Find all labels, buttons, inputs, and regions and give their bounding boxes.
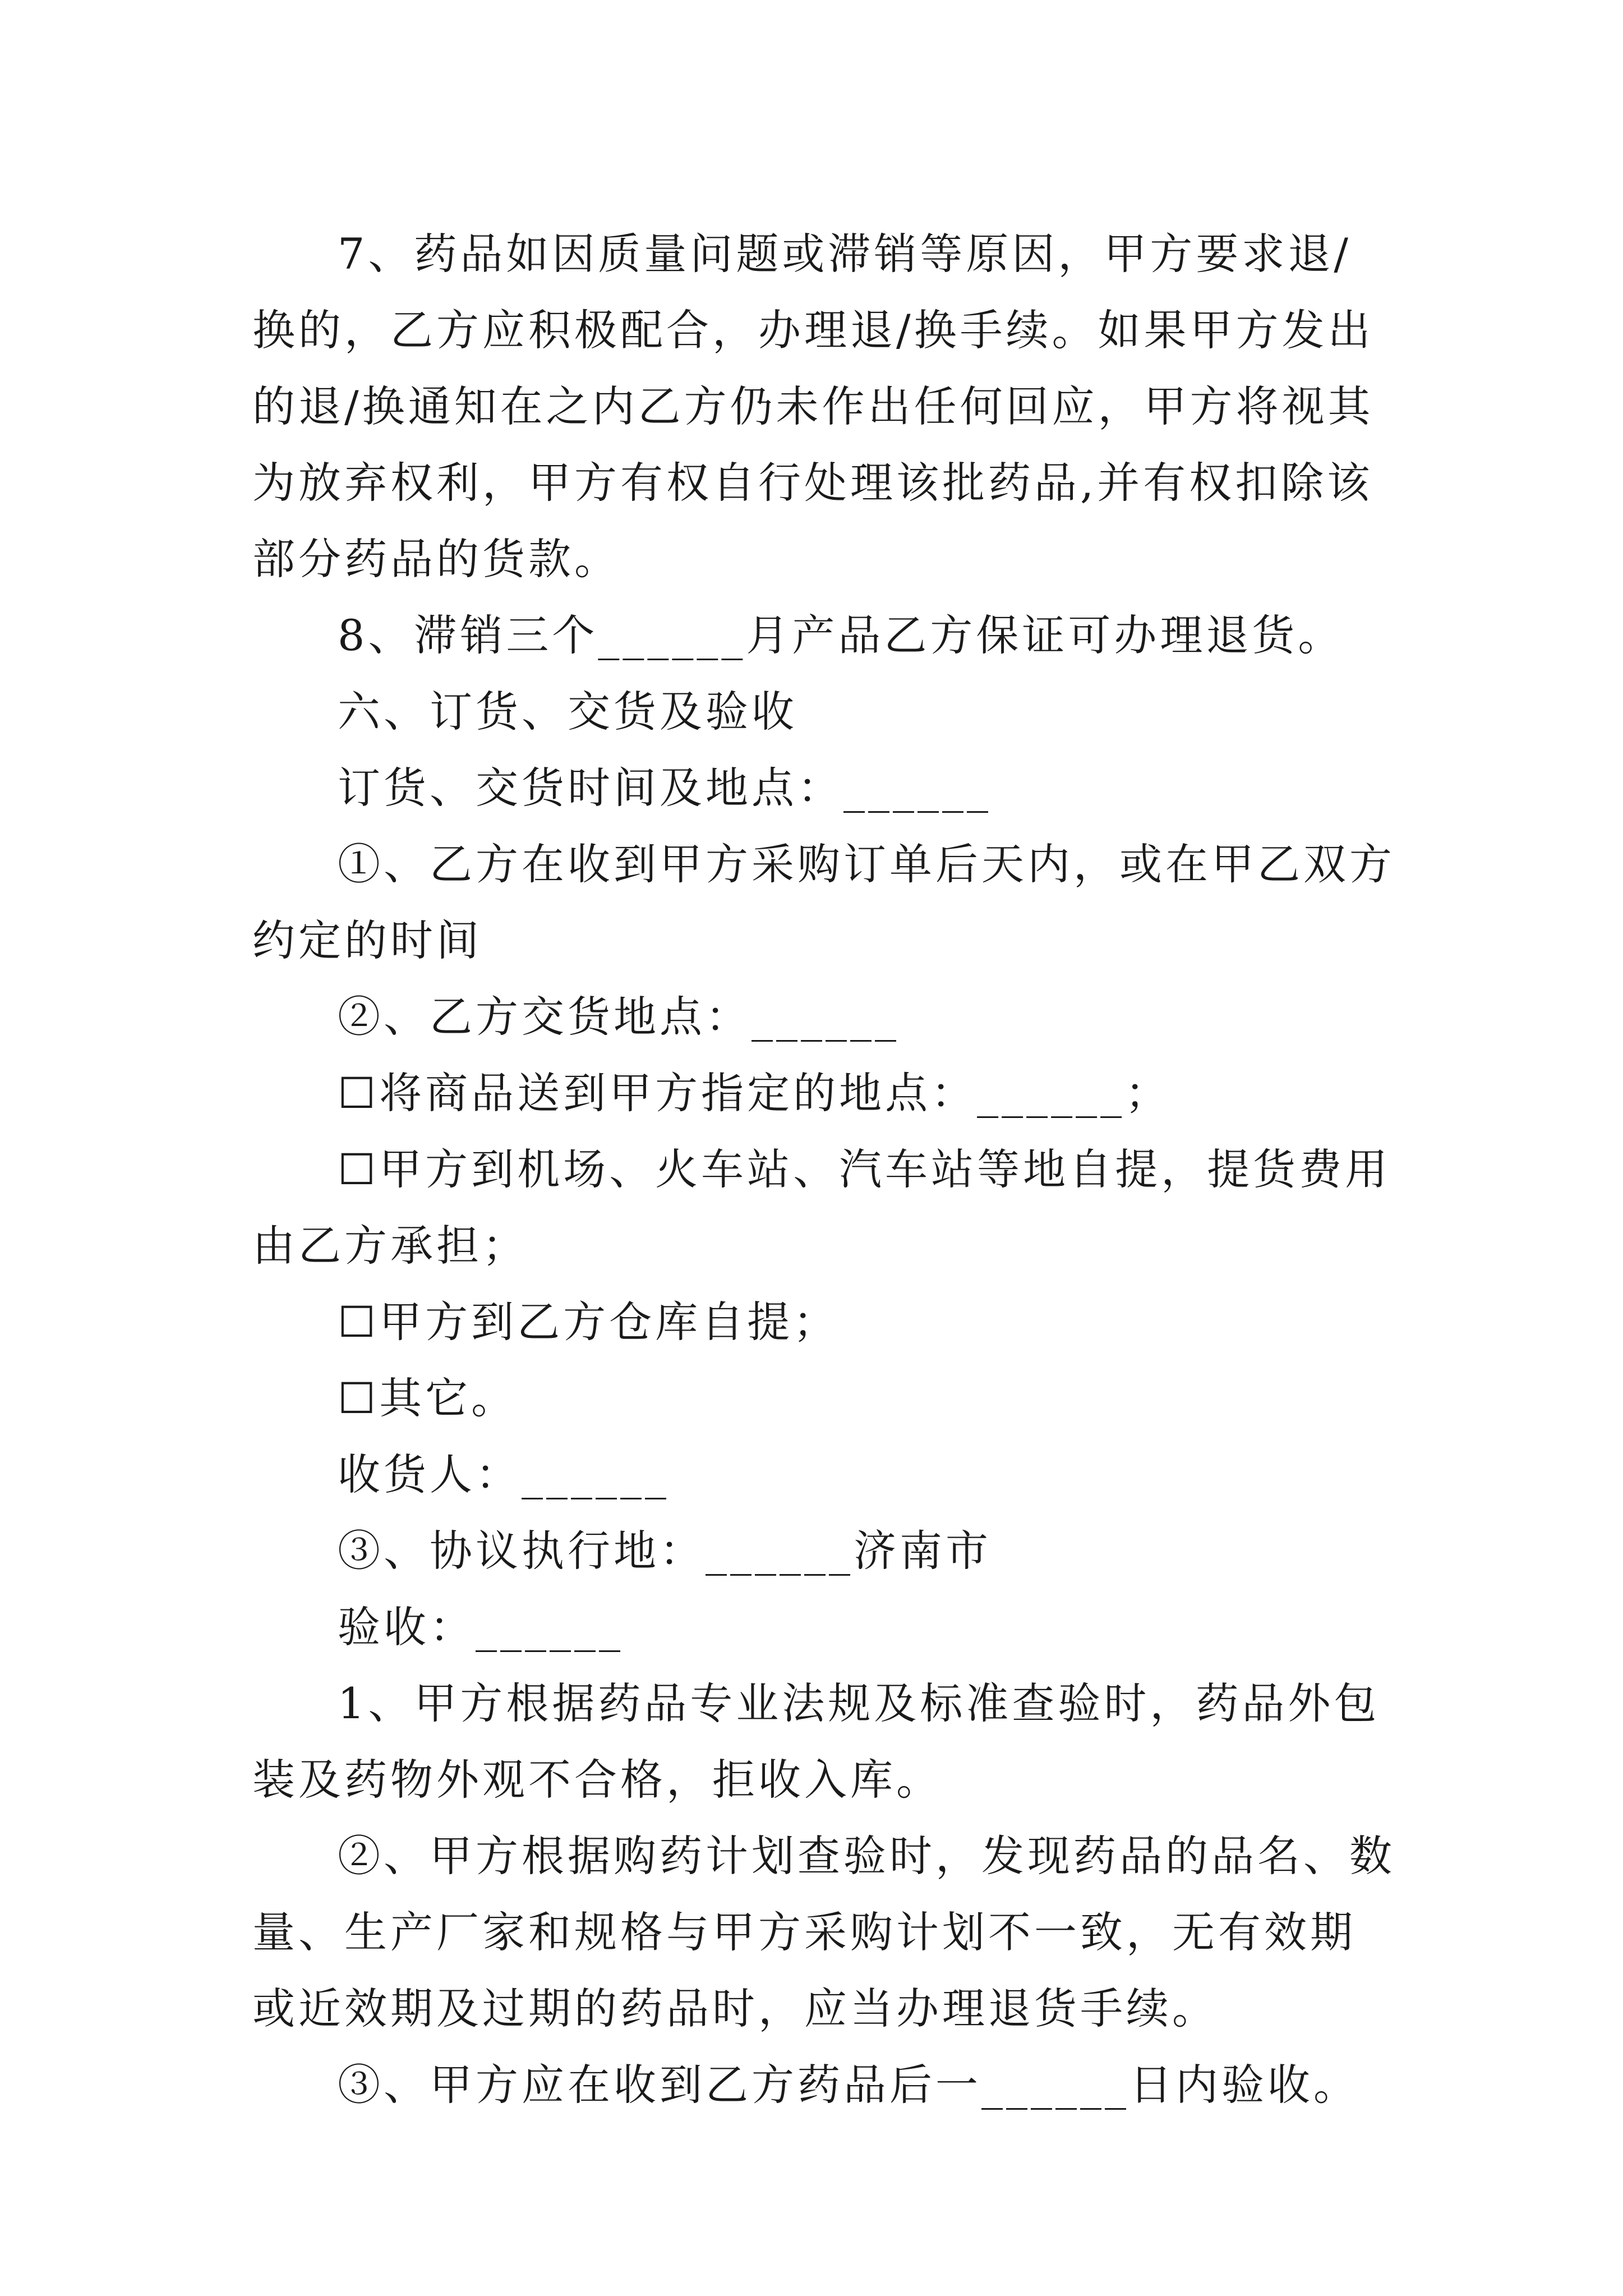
item-2-delivery-location: ②、乙方交货地点：______ — [338, 992, 900, 1042]
item-3-execution-place: ③、协议执行地：______济南市 — [338, 1526, 992, 1576]
option-self-pickup-warehouse: ☐甲方到乙方仓库自提； — [338, 1297, 840, 1347]
clause-8-unsold-return: 8、滞销三个______月产品乙方保证可办理退货。 — [338, 610, 1344, 660]
option-deliver-to-designated-place: ☐将商品送到甲方指定的地点：______； — [338, 1068, 1172, 1118]
order-delivery-time-place: 订货、交货时间及地点：______ — [338, 763, 992, 813]
clause-7-returns: 7、药品如因质量问题或滞销等原因，甲方要求退/换的，乙方应积极配合，办理退/换手续。如果甲方发出的退/换通知在之内乙方仍未作出任何回应，甲方将视其为放弃权利，甲方有权自行处理该批药品,并有权扣除该部分药品的货款。 — [252, 229, 1374, 584]
option-other: ☐其它。 — [338, 1373, 518, 1423]
document-page — [252, 216, 1396, 2123]
acceptance-clause-2: ②、甲方根据购药计划查验时，发现药品的品名、数量、生产厂家和规格与甲方采购计划不一致，无有效期或近效期及过期的药品时，应当办理退货手续。 — [252, 1831, 1395, 2033]
acceptance-clause-1: 1、甲方根据药品专业法规及标准查验时，药品外包装及药物外观不合格，拒收入库。 — [252, 1678, 1380, 1805]
section-6-heading: 六、订货、交货及验收 — [338, 687, 797, 737]
acceptance-clause-3: ③、甲方应在收到乙方药品后一______日内验收。 — [338, 2060, 1359, 2110]
consignee-field: 收货人：______ — [338, 1450, 670, 1499]
item-1-delivery-deadline: ①、乙方在收到甲方采购订单后天内，或在甲乙双方约定的时间 — [252, 839, 1395, 965]
option-self-pickup-transport-hub: ☐甲方到机场、火车站、汽车站等地自提，提货费用由乙方承担； — [252, 1144, 1391, 1271]
acceptance-field: 验收：______ — [338, 1602, 624, 1652]
